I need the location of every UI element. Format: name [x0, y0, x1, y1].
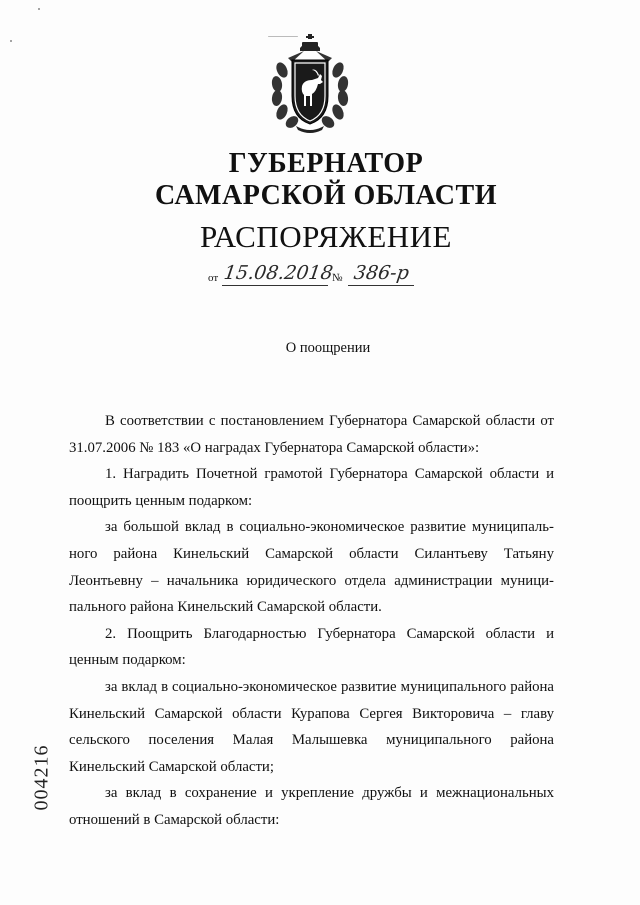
paragraph-award-3: за вклад в сохранение и укрепление дружбы и межнациональных отношений в Самарской области:	[69, 785, 554, 828]
handwritten-date: 15.08.2018	[222, 262, 335, 284]
paragraph-preamble: В соответствии с постановлением Губернатора Самарской области от 31.07.2006 № 183 «О наградах Губернатора Самарской области»:	[69, 413, 554, 456]
issuer-region: САМАРСКОЙ ОБЛАСТИ	[155, 180, 497, 211]
date-label: от	[208, 272, 219, 284]
scan-speck	[10, 40, 12, 42]
registration-line	[208, 262, 438, 288]
serial-number: 004216	[30, 744, 53, 811]
serial-number-stamp	[30, 736, 52, 816]
paragraph-award-1: за большой вклад в социально-экономическое развитие муниципаль-ного района Кинельский Самарской области Силантьеву Татьяну Леонтьевну – начальника юридического отдела администрации муници-пального района Кинельский Самарской области.	[69, 519, 554, 616]
coat-of-arms-emblem	[268, 34, 352, 134]
number-underline	[348, 285, 414, 286]
paragraph-item-2: 2. Поощрить Благодарностью Губернатора Самарской области и ценным подарком:	[69, 625, 554, 669]
date-underline	[222, 285, 328, 286]
issuer-title: ГУБЕРНАТОР	[228, 148, 424, 179]
handwritten-number: 386-р	[352, 262, 411, 284]
document-subject: О поощрении	[285, 340, 371, 356]
document-type: РАСПОРЯЖЕНИЕ	[200, 219, 452, 254]
scan-speck	[38, 8, 40, 10]
number-label: №	[332, 272, 343, 284]
paragraph-item-1: 1. Наградить Почетной грамотой Губернатора Самарской области и поощрить ценным подарком:	[69, 466, 554, 509]
document-body	[69, 408, 554, 834]
paragraph-award-2: за вклад в социально-экономическое развитие муниципального района Кинельский Самарской области Курапова Сергея Викторовича – главу сельского поселения Малая Малышевка муниципального района Кинельский Самарской области;	[69, 678, 554, 775]
